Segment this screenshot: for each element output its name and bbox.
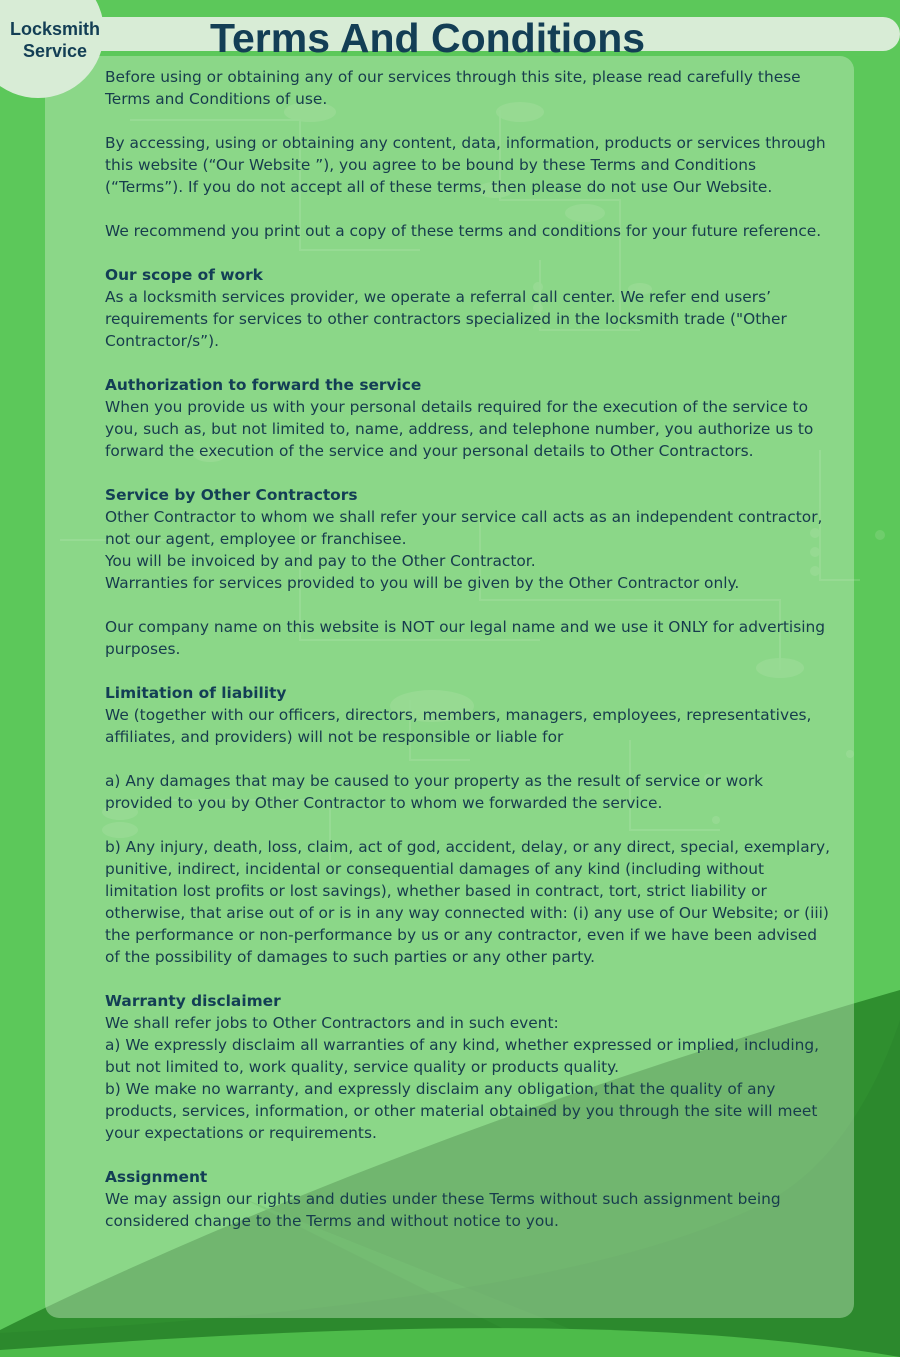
- section-paragraph: We (together with our officers, directors, members, managers, employees, representatives, affiliates, and providers) will not be responsible or liable for: [105, 706, 812, 746]
- section-heading: Warranty disclaimer: [105, 992, 281, 1010]
- section-authorization: [105, 374, 833, 462]
- section-assignment: [105, 1166, 833, 1232]
- section-heading: Service by Other Contractors: [105, 486, 358, 504]
- intro-paragraph: By accessing, using or obtaining any content, data, information, products or services through this website (“Our Website ”), you agree to be bound by these Terms and Conditions (“Terms”). If you do not accept all of these terms, then please do not use Our Website.: [105, 134, 826, 196]
- section-scope-of-work: [105, 264, 833, 352]
- section-other-contractors: [105, 484, 833, 660]
- section-heading: Authorization to forward the service: [105, 376, 422, 394]
- logo-line-1: Locksmith: [9, 19, 101, 39]
- section-paragraph: When you provide us with your personal details required for the execution of the service to you, such as, but not limited to, name, address, and telephone number, you authorize us to forward the execution of the service and your personal details to Other Contractors.: [105, 398, 814, 460]
- terms-content: [105, 66, 833, 1254]
- section-paragraph: As a locksmith services provider, we operate a referral call center. We refer end users’ requirements for services to other contractors specialized in the locksmith trade ("Other Contractor/s”).: [105, 288, 787, 350]
- intro-paragraph: We recommend you print out a copy of these terms and conditions for your future reference.: [105, 222, 822, 240]
- section-heading: Our scope of work: [105, 266, 263, 284]
- logo-line-2: Service: [22, 41, 88, 61]
- section-paragraph: Our company name on this website is NOT our legal name and we use it ONLY for advertising purposes.: [105, 618, 826, 658]
- logo[interactable]: [0, 18, 110, 62]
- section-paragraph: Other Contractor to whom we shall refer your service call acts as an independent contractor, not our agent, employee or franchisee. You will be invoiced by and pay to the Other Contractor. Warranties for services provided to you will be given by the Other Contractor only.: [105, 508, 823, 592]
- page-title: Terms And Conditions: [210, 15, 646, 61]
- section-warranty-disclaimer: [105, 990, 833, 1144]
- section-paragraph: We shall refer jobs to Other Contractors and in such event: a) We expressly disclaim all warranties of any kind, whether expressed or implied, including, but not limited to, work quality, service quality or products quality. b) We make no warranty, and expressly disclaim any obligation, that the quality of any products, services, information, or other material obtained by you through the site will meet your expectations or requirements.: [105, 1014, 820, 1142]
- section-paragraph: a) Any damages that may be caused to your property as the result of service or work provided to you by Other Contractor to whom we forwarded the service.: [105, 772, 764, 812]
- section-paragraph: We may assign our rights and duties under these Terms without such assignment being considered change to the Terms and without notice to you.: [105, 1190, 781, 1230]
- section-heading: Limitation of liability: [105, 684, 287, 702]
- section-paragraph: b) Any injury, death, loss, claim, act of god, accident, delay, or any direct, special, exemplary, punitive, indirect, incidental or consequential damages of any kind (including without limitation lost profits or lost savings), whether based in contract, tort, strict liability or otherwise, that arise out of or is in any way connected with: (i) any use of Our Website; or (iii) the performance or non-performance by us or any contractor, even if we have been advised of the possibility of damages to such parties or any other party.: [105, 838, 830, 966]
- section-heading: Assignment: [105, 1168, 208, 1186]
- intro-paragraph: Before using or obtaining any of our services through this site, please read carefully these Terms and Conditions of use.: [105, 68, 801, 108]
- section-limitation-of-liability: [105, 682, 833, 968]
